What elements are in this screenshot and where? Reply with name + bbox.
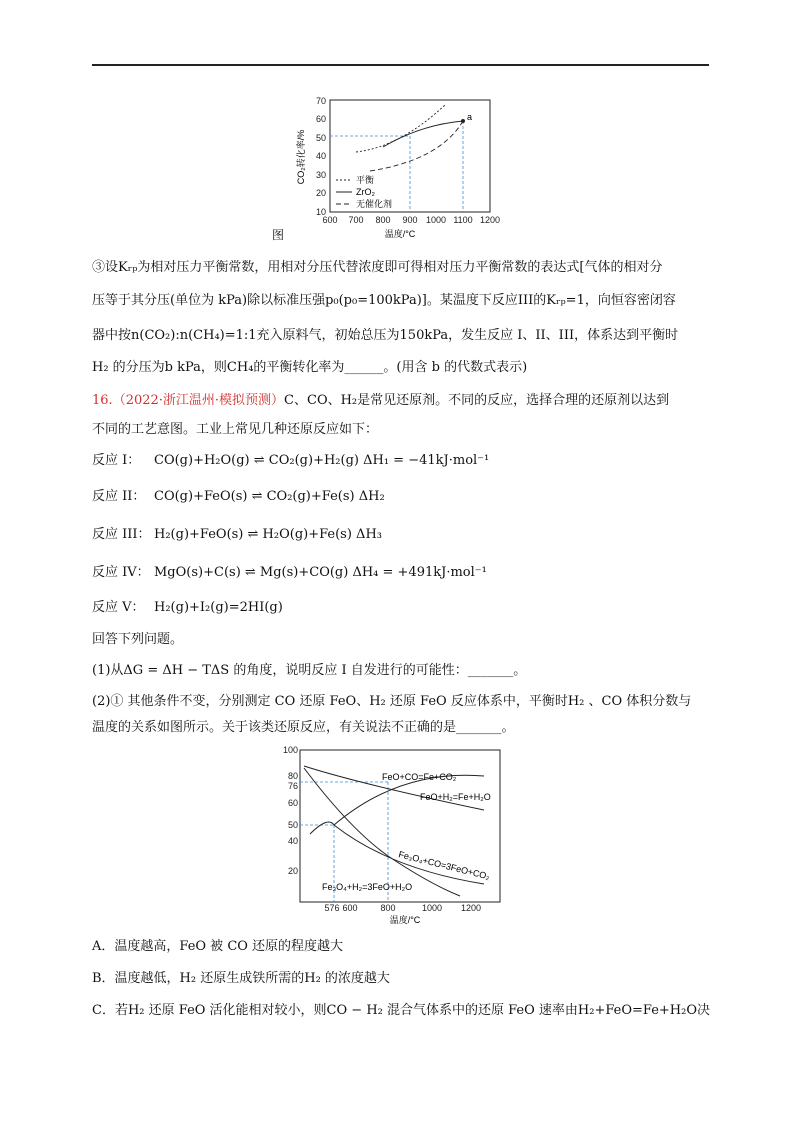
header-rule (92, 64, 709, 66)
sub-question-2-line-1: (2)① 其他条件不变，分别测定 CO 还原 FeO、H₂ 还原 FeO 反应体系中，平衡时H₂ 、CO 体积分数与 (92, 694, 692, 709)
reaction-equation: H₂(g)+FeO(s) ⇌ H₂O(g)+Fe(s) ΔH₃ (154, 527, 382, 542)
q15-line-2: 压等于其分压(单位为 kPa)除以标准压强p₀(p₀=100kPa)]。某温度下反应III的Kᵣₚ=1，向恒容密闭容 (92, 293, 676, 308)
x-tick: 1100 (453, 215, 473, 225)
x-axis-label: 温度/°C (389, 915, 421, 925)
q15-line-4: H₂ 的分压为b kPa，则CH₄的平衡转化率为______。(用含 b 的代数式表示) (92, 360, 528, 375)
y-tick: 10 (315, 207, 326, 217)
q16-header (92, 391, 669, 411)
y-tick: 70 (315, 96, 326, 106)
x-tick: 600 (322, 215, 338, 225)
reaction-equation: CO(g)+FeO(s) ⇌ CO₂(g)+Fe(s) ΔH₂ (154, 489, 385, 504)
chart-co2-conversion (290, 95, 510, 243)
x-tick: 1200 (460, 903, 482, 913)
option-c: C．若H₂ 还原 FeO 活化能相对较小，则CO − H₂ 混合气体系中的还原 FeO 速率由H₂+FeO=Fe+H₂O决 (92, 1003, 711, 1018)
y-tick: 80 (287, 771, 298, 781)
y-tick: 50 (287, 820, 298, 830)
y-tick: 60 (287, 798, 298, 808)
q16-intro-2: 不同的工艺意图。工业上常见几种还原反应如下： (92, 422, 379, 437)
option-b: B．温度越低，H₂ 还原生成铁所需的H₂ 的浓度越大 (92, 971, 390, 986)
sub-question-1: (1)从ΔG = ΔH − TΔS 的角度，说明反应 I 自发进行的可能性：_______。 (92, 663, 527, 678)
x-tick: 1200 (479, 215, 501, 225)
reaction-equation: CO(g)+H₂O(g) ⇌ CO₂(g)+H₂(g) ΔH₁ = −41kJ·mol⁻¹ (154, 453, 490, 468)
curve-fe3o4-co (310, 822, 484, 884)
q16-source: （2022·浙江温州·模拟预测） (112, 393, 285, 408)
reaction-label: 反应 IV： (92, 565, 150, 580)
reaction-label: 反应 V： (92, 600, 145, 615)
q16-intro-1: C、CO、H₂是常见还原剂。不同的反应，选择合理的还原剂以达到 (284, 393, 670, 408)
sub-question-2-line-2: 温度的关系如图所示。关于该类还原反应，有关说法不正确的是_______。 (92, 720, 515, 735)
option-a: A．温度越高，FeO 被 CO 还原的程度越大 (92, 939, 344, 954)
y-tick: 40 (287, 836, 298, 846)
curve-label: Fe₃O₄+H₂=3FeO+H₂O (322, 882, 413, 892)
x-tick: 576 (324, 903, 340, 913)
y-tick: 76 (287, 781, 298, 791)
y-tick: 20 (287, 866, 298, 876)
reaction-equation: MgO(s)+C(s) ⇌ Mg(s)+CO(g) ΔH₄ = +491kJ·mol⁻¹ (154, 565, 487, 580)
q16-number: 16. (92, 393, 113, 408)
equilibrium-curve (356, 105, 445, 152)
reaction-label: 反应 I： (92, 453, 141, 468)
reaction-equation: H₂(g)+I₂(g)=2HI(g) (154, 600, 283, 615)
y-axis-label: CO₂转化率/% (296, 129, 306, 185)
x-tick: 700 (348, 215, 364, 225)
point-a-label: a (467, 112, 473, 122)
x-tick: 1000 (425, 215, 447, 225)
x-axis-label: 温度/°C (384, 229, 416, 239)
x-tick: 800 (380, 903, 396, 913)
x-tick: 600 (342, 903, 358, 913)
reaction-row (92, 487, 385, 507)
y-tick: 100 (282, 745, 298, 755)
reaction-row (92, 525, 382, 545)
y-tick: 40 (315, 151, 326, 161)
x-tick: 1000 (421, 903, 443, 913)
reaction-row (92, 563, 487, 583)
y-tick: 60 (315, 114, 326, 124)
reaction-row (92, 451, 489, 471)
x-tick: 900 (402, 215, 418, 225)
zro2-curve (383, 121, 463, 147)
figure-mark: 图 (272, 228, 285, 242)
chart-reduction-equilibrium (270, 744, 510, 926)
reaction-row (92, 598, 283, 618)
reaction-label: 反应 II： (92, 489, 146, 504)
y-tick: 30 (315, 170, 326, 180)
q15-line-3: 器中按n(CO₂):n(CH₄)=1:1充入原料气，初始总压为150kPa，发生反应 I、II、III，体系达到平衡时 (92, 328, 679, 343)
legend-zro2: ZrO₂ (356, 187, 375, 197)
legend-equilibrium: 平衡 (356, 175, 375, 185)
answer-intro: 回答下列问题。 (92, 632, 184, 647)
curve-label: Fe₃O₄+CO=3FeO+CO₂ (397, 849, 491, 882)
reaction-label: 反应 III： (92, 527, 151, 542)
curve-label: FeO+CO=Fe+CO₂ (382, 772, 457, 782)
y-tick: 20 (315, 188, 326, 198)
y-tick: 50 (315, 133, 326, 143)
curve-label: FeO+H₂=Fe+H₂O (420, 792, 491, 802)
q15-line-1: ③设Kᵣₚ为相对压力平衡常数，用相对分压代替浓度即可得相对压力平衡常数的表达式[气体的相对分 (92, 260, 663, 275)
x-tick: 800 (375, 215, 391, 225)
legend-no-catalyst: 无催化剂 (356, 199, 393, 209)
point-a (461, 119, 465, 123)
